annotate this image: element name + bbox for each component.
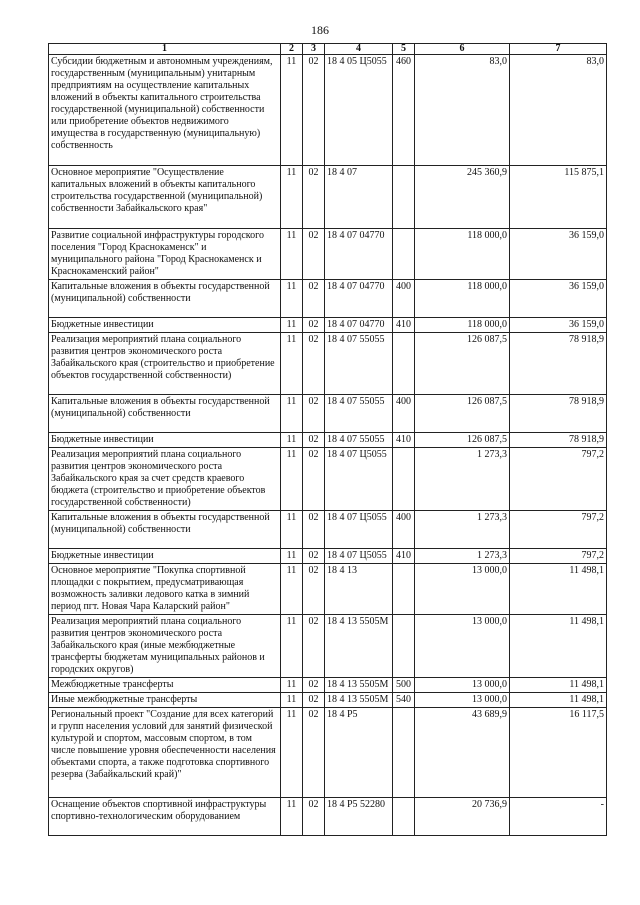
budget-table [48,43,607,836]
amount-executed: 16 117,5 [510,708,607,798]
header-cell: 1 [49,44,281,55]
row-name: Бюджетные инвестиции [49,433,281,448]
target-article: 18 4 05 Ц5055 [325,55,393,166]
amount-approved: 83,0 [415,55,510,166]
subsection-code: 02 [303,615,325,678]
amount-approved: 118 000,0 [415,318,510,333]
section-code: 11 [281,55,303,166]
row-name: Реализация мероприятий плана социального развития центров экономического роста Забайкальского края (строительство и приобретение объектов государственной собственности) [49,333,281,395]
amount-approved: 126 087,5 [415,333,510,395]
table-row [49,511,607,549]
amount-executed: 11 498,1 [510,693,607,708]
expense-type [393,798,415,836]
row-name: Реализация мероприятий плана социального развития центров экономического роста Забайкальского края (иные межбюджетные трансферты бюджетам муниципальных районов и городских округов) [49,615,281,678]
subsection-code: 02 [303,564,325,615]
subsection-code: 02 [303,433,325,448]
amount-approved: 1 273,3 [415,549,510,564]
expense-type: 400 [393,395,415,433]
row-name: Развитие социальной инфраструктуры городского поселения "Город Краснокаменск" и муниципального района "Город Краснокаменск и Краснокаменский район" [49,229,281,280]
expense-type [393,333,415,395]
amount-approved: 126 087,5 [415,395,510,433]
subsection-code: 02 [303,708,325,798]
table-row [49,280,607,318]
expense-type [393,229,415,280]
header-cell: 7 [510,44,607,55]
amount-approved: 13 000,0 [415,615,510,678]
subsection-code: 02 [303,511,325,549]
target-article: 18 4 P5 52280 [325,798,393,836]
section-code: 11 [281,395,303,433]
expense-type [393,166,415,229]
target-article: 18 4 07 04770 [325,318,393,333]
amount-approved: 43 689,9 [415,708,510,798]
amount-approved: 126 087,5 [415,433,510,448]
table-row [49,433,607,448]
table-row [49,615,607,678]
expense-type [393,708,415,798]
section-code: 11 [281,708,303,798]
amount-executed: 83,0 [510,55,607,166]
expense-type [393,564,415,615]
subsection-code: 02 [303,280,325,318]
target-article: 18 4 07 04770 [325,280,393,318]
amount-executed: 11 498,1 [510,615,607,678]
table-row [49,678,607,693]
table-row [49,395,607,433]
amount-approved: 13 000,0 [415,564,510,615]
table-row [49,549,607,564]
amount-approved: 13 000,0 [415,693,510,708]
table-row [49,708,607,798]
table-row [49,448,607,511]
amount-executed: 115 875,1 [510,166,607,229]
table-header-row [49,44,607,55]
expense-type: 500 [393,678,415,693]
table-row [49,333,607,395]
amount-executed: 11 498,1 [510,678,607,693]
subsection-code: 02 [303,549,325,564]
header-cell: 2 [281,44,303,55]
section-code: 11 [281,798,303,836]
row-name: Региональный проект "Создание для всех категорий и групп населения условий для занятий физической культурой и спортом, массовым спортом, в том числе повышение уровня обеспеченности населения объектами спорта, а также подготовка спортивного резерва (Забайкальский край)" [49,708,281,798]
page-number: 186 [311,23,329,37]
row-name: Оснащение объектов спортивной инфраструктуры спортивно-технологическим оборудованием [49,798,281,836]
target-article: 18 4 07 [325,166,393,229]
table-body [49,55,607,836]
section-code: 11 [281,433,303,448]
expense-type: 400 [393,511,415,549]
table-row [49,166,607,229]
row-name: Капитальные вложения в объекты государственной (муниципальной) собственности [49,280,281,318]
target-article: 18 4 07 Ц5055 [325,448,393,511]
row-name: Основное мероприятие "Покупка спортивной площадки с покрытием, предусматривающая возможность заливки ледового катка в зимний период пгт. Новая Чара Каларский район" [49,564,281,615]
amount-executed: 78 918,9 [510,333,607,395]
expense-type: 540 [393,693,415,708]
target-article: 18 4 07 55055 [325,433,393,448]
expense-type: 410 [393,433,415,448]
target-article: 18 4 07 Ц5055 [325,549,393,564]
header-cell: 6 [415,44,510,55]
expense-type [393,615,415,678]
row-name: Капитальные вложения в объекты государственной (муниципальной) собственности [49,395,281,433]
amount-executed: 36 159,0 [510,229,607,280]
row-name: Бюджетные инвестиции [49,318,281,333]
amount-approved: 1 273,3 [415,448,510,511]
amount-approved: 118 000,0 [415,229,510,280]
table-row [49,564,607,615]
section-code: 11 [281,318,303,333]
table-row [49,693,607,708]
table-row [49,798,607,836]
row-name: Иные межбюджетные трансферты [49,693,281,708]
target-article: 18 4 13 [325,564,393,615]
row-name: Реализация мероприятий плана социального развития центров экономического роста Забайкальского края за счет средств краевого бюджета (строительство и приобретение объектов государственной собственности) [49,448,281,511]
subsection-code: 02 [303,798,325,836]
amount-approved: 1 273,3 [415,511,510,549]
amount-approved: 13 000,0 [415,678,510,693]
expense-type: 410 [393,549,415,564]
amount-executed: - [510,798,607,836]
table-row [49,229,607,280]
section-code: 11 [281,564,303,615]
amount-executed: 78 918,9 [510,433,607,448]
amount-executed: 797,2 [510,448,607,511]
expense-type: 460 [393,55,415,166]
section-code: 11 [281,166,303,229]
row-name: Капитальные вложения в объекты государственной (муниципальной) собственности [49,511,281,549]
amount-executed: 36 159,0 [510,280,607,318]
header-cell: 5 [393,44,415,55]
row-name: Бюджетные инвестиции [49,549,281,564]
amount-executed: 797,2 [510,549,607,564]
target-article: 18 4 P5 [325,708,393,798]
section-code: 11 [281,693,303,708]
section-code: 11 [281,229,303,280]
amount-executed: 11 498,1 [510,564,607,615]
section-code: 11 [281,549,303,564]
amount-approved: 118 000,0 [415,280,510,318]
amount-executed: 36 159,0 [510,318,607,333]
target-article: 18 4 07 55055 [325,333,393,395]
target-article: 18 4 13 5505М [325,615,393,678]
target-article: 18 4 07 Ц5055 [325,511,393,549]
header-cell: 4 [325,44,393,55]
subsection-code: 02 [303,448,325,511]
amount-executed: 78 918,9 [510,395,607,433]
target-article: 18 4 13 5505М [325,693,393,708]
amount-approved: 20 736,9 [415,798,510,836]
row-name: Межбюджетные трансферты [49,678,281,693]
section-code: 11 [281,615,303,678]
amount-approved: 245 360,9 [415,166,510,229]
subsection-code: 02 [303,333,325,395]
amount-executed: 797,2 [510,511,607,549]
expense-type: 400 [393,280,415,318]
row-name: Основное мероприятие "Осуществление капитальных вложений в объекты капитального строительства государственной (муниципальной) собственности Забайкальского края" [49,166,281,229]
section-code: 11 [281,448,303,511]
section-code: 11 [281,511,303,549]
expense-type [393,448,415,511]
subsection-code: 02 [303,395,325,433]
section-code: 11 [281,333,303,395]
header-cell: 3 [303,44,325,55]
subsection-code: 02 [303,55,325,166]
section-code: 11 [281,280,303,318]
row-name: Субсидии бюджетным и автономным учреждениям, государственным (муниципальным) унитарным предприятиям на осуществление капитальных вложений в объекты капитального строительства государственной (муниципальной) собственности или приобретение объектов недвижимого имущества в государственную (муниципальную) собственность [49,55,281,166]
subsection-code: 02 [303,166,325,229]
expense-type: 410 [393,318,415,333]
section-code: 11 [281,678,303,693]
table-row [49,318,607,333]
subsection-code: 02 [303,678,325,693]
target-article: 18 4 07 55055 [325,395,393,433]
subsection-code: 02 [303,229,325,280]
table-row [49,55,607,166]
target-article: 18 4 13 5505М [325,678,393,693]
subsection-code: 02 [303,693,325,708]
target-article: 18 4 07 04770 [325,229,393,280]
subsection-code: 02 [303,318,325,333]
